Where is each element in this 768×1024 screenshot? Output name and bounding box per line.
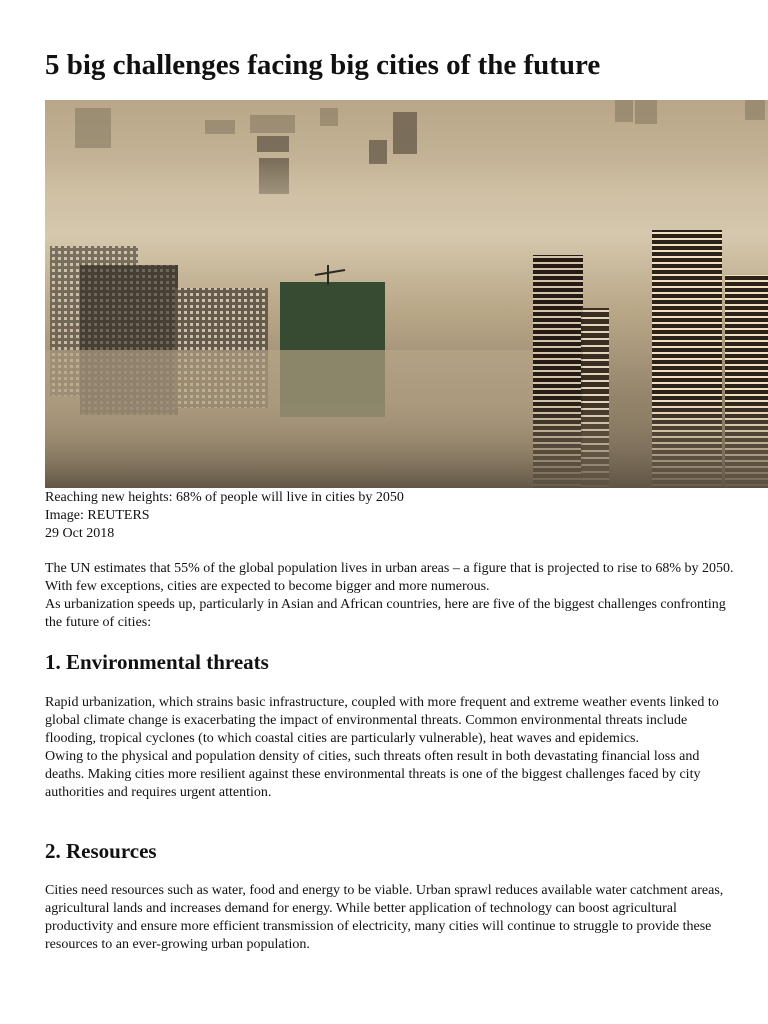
section-paragraph: Owing to the physical and population density of cities, such threats often result in both devastating financial loss and deaths. Making cities more resilient against these environmental threats is one of the biggest challenges faced by city authorities and requires urgent attention. bbox=[45, 749, 701, 800]
intro bbox=[45, 560, 735, 632]
section-heading: 2. Resources bbox=[45, 839, 157, 863]
section-heading: 1. Environmental threats bbox=[45, 650, 269, 674]
article-title: 5 big challenges facing big cities of the future bbox=[45, 49, 601, 81]
intro-paragraph: As urbanization speeds up, particularly in Asian and African countries, here are five of the biggest challenges confronting the future of cities: bbox=[45, 597, 726, 630]
image-credit: Image: REUTERS bbox=[45, 508, 150, 523]
foggy-skyline-photo bbox=[45, 100, 768, 488]
section-body bbox=[45, 882, 735, 954]
section-paragraph: Rapid urbanization, which strains basic infrastructure, coupled with more frequent and extreme weather events linked to global climate change is exacerbating the impact of environmental threats. Common environmental threats include flooding, tropical cyclones (to which coastal cities are particularly vulnerable), heat waves and epidemics. bbox=[45, 695, 719, 746]
image-caption bbox=[45, 489, 404, 543]
intro-paragraph: The UN estimates that 55% of the global population lives in urban areas – a figure that is projected to rise to 68% by 2050. With few exceptions, cities are expected to become bigger and more numerous. bbox=[45, 561, 734, 594]
hero-image bbox=[45, 100, 768, 488]
section-body bbox=[45, 694, 735, 802]
section-paragraph: Cities need resources such as water, food and energy to be viable. Urban sprawl reduces available water catchment areas, agricultural lands and increases demand for energy. While better application of technology can boost agricultural productivity and ensure more efficient transmission of electricity, many cities will continue to struggle to provide these resources to an ever-growing urban population. bbox=[45, 883, 724, 952]
caption-text: Reaching new heights: 68% of people will live in cities by 2050 bbox=[45, 490, 404, 505]
publish-date: 29 Oct 2018 bbox=[45, 526, 115, 541]
